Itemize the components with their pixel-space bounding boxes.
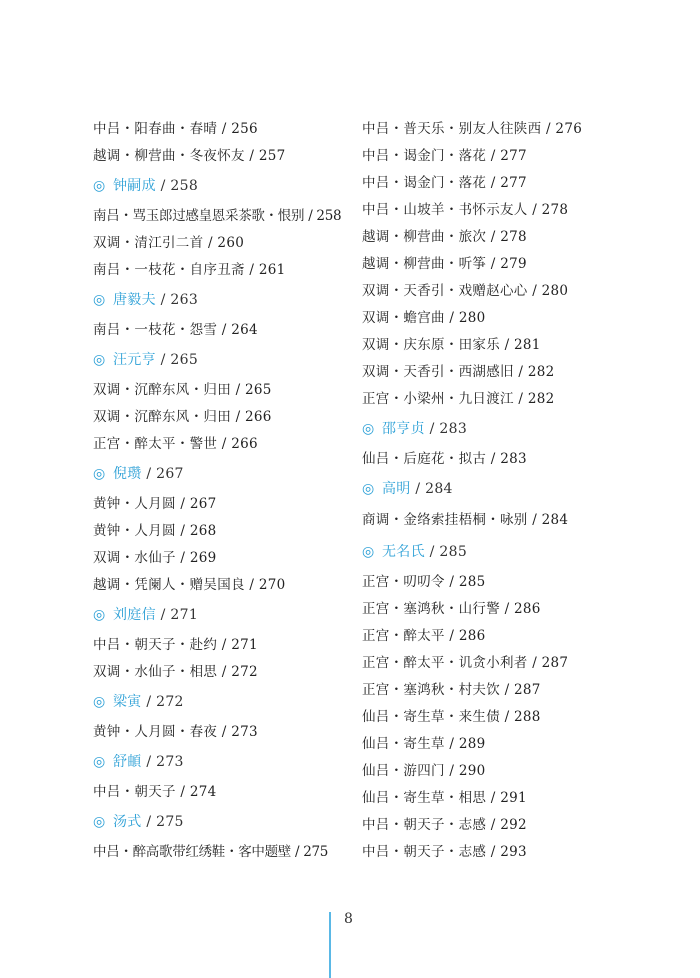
author-name: 无名氏 bbox=[382, 544, 425, 560]
author-page-ref: / 273 bbox=[141, 754, 184, 770]
bullet-circle-icon: ◎ bbox=[93, 694, 106, 710]
toc-author-heading bbox=[93, 606, 198, 624]
author-name: 梁寅 bbox=[113, 694, 142, 710]
toc-entry: 双调・天香引・戏赠赵心心 / 280 bbox=[362, 283, 569, 299]
toc-entry: 正宫・小梁州・九日渡江 / 282 bbox=[362, 391, 555, 407]
toc-entry: 双调・沉醉东风・归田 / 266 bbox=[93, 409, 272, 425]
toc-entry: 商调・金络索挂梧桐・咏别 / 284 bbox=[362, 512, 569, 528]
toc-author-heading bbox=[93, 177, 198, 195]
toc-author-heading bbox=[362, 480, 453, 498]
toc-entry: 正宫・醉太平・警世 / 266 bbox=[93, 436, 258, 452]
toc-entry: 越调・柳营曲・冬夜怀友 / 257 bbox=[93, 148, 286, 164]
author-name: 刘庭信 bbox=[113, 607, 156, 623]
toc-entry: 中吕・谒金门・落花 / 277 bbox=[362, 148, 527, 164]
toc-entry: 双调・水仙子・相思 / 272 bbox=[93, 664, 258, 680]
toc-entry: 双调・蟾宫曲 / 280 bbox=[362, 310, 486, 326]
toc-entry: 仙吕・后庭花・拟古 / 283 bbox=[362, 451, 527, 467]
toc-entry: 中吕・山坡羊・书怀示友人 / 278 bbox=[362, 202, 569, 218]
author-page-ref: / 271 bbox=[155, 607, 199, 623]
author-name: 倪瓒 bbox=[113, 466, 142, 482]
toc-entry: 中吕・普天乐・别友人往陕西 / 276 bbox=[362, 121, 583, 137]
author-page-ref: / 265 bbox=[155, 352, 199, 368]
bullet-circle-icon: ◎ bbox=[362, 421, 375, 437]
toc-entry: 双调・水仙子 / 269 bbox=[93, 550, 217, 566]
author-name: 钟嗣成 bbox=[113, 178, 156, 194]
toc-entry: 双调・庆东原・田家乐 / 281 bbox=[362, 337, 541, 353]
toc-author-heading bbox=[93, 465, 184, 483]
bullet-circle-icon: ◎ bbox=[93, 466, 106, 482]
toc-entry: 黄钟・人月圆 / 268 bbox=[93, 523, 217, 539]
toc-entry: 正宫・醉太平・讥贪小利者 / 287 bbox=[362, 655, 569, 671]
author-page-ref: / 263 bbox=[155, 292, 199, 308]
bullet-circle-icon: ◎ bbox=[93, 292, 106, 308]
toc-entry: 越调・柳营曲・旅次 / 278 bbox=[362, 229, 527, 245]
toc-entry: 中吕・醉高歌带红绣鞋・客中题壁 / 275 bbox=[93, 844, 329, 860]
toc-entry: 双调・清江引二首 / 260 bbox=[93, 235, 245, 251]
toc-author-heading bbox=[362, 543, 467, 561]
toc-entry: 正宫・塞鸿秋・山行警 / 286 bbox=[362, 601, 541, 617]
toc-author-heading bbox=[93, 291, 198, 309]
toc-entry: 仙吕・游四门 / 290 bbox=[362, 763, 486, 779]
author-page-ref: / 272 bbox=[141, 694, 184, 710]
author-name: 汤式 bbox=[113, 814, 142, 830]
author-page-ref: / 283 bbox=[424, 421, 468, 437]
toc-entry: 仙吕・寄生草 / 289 bbox=[362, 736, 486, 752]
author-name: 高明 bbox=[382, 481, 411, 497]
toc-entry: 越调・柳营曲・听筝 / 279 bbox=[362, 256, 527, 272]
author-name: 汪元亨 bbox=[113, 352, 156, 368]
toc-entry: 黄钟・人月圆 / 267 bbox=[93, 496, 217, 512]
author-name: 唐毅夫 bbox=[113, 292, 156, 308]
toc-entry: 中吕・朝天子・志感 / 293 bbox=[362, 844, 527, 860]
bullet-circle-icon: ◎ bbox=[93, 754, 106, 770]
toc-entry: 南吕・骂玉郎过感皇恩采茶歌・恨别 / 258 bbox=[93, 208, 342, 224]
toc-entry: 仙吕・寄生草・相思 / 291 bbox=[362, 790, 527, 806]
bullet-circle-icon: ◎ bbox=[93, 178, 106, 194]
bullet-circle-icon: ◎ bbox=[362, 481, 375, 497]
footer-rule bbox=[329, 912, 331, 978]
toc-entry: 南吕・一枝花・自序丑斋 / 261 bbox=[93, 262, 286, 278]
toc-entry: 双调・沉醉东风・归田 / 265 bbox=[93, 382, 272, 398]
toc-author-heading bbox=[93, 351, 198, 369]
bullet-circle-icon: ◎ bbox=[93, 814, 106, 830]
bullet-circle-icon: ◎ bbox=[93, 352, 106, 368]
toc-entry: 中吕・谒金门・落花 / 277 bbox=[362, 175, 527, 191]
toc-entry: 中吕・朝天子・赴约 / 271 bbox=[93, 637, 258, 653]
author-page-ref: / 267 bbox=[141, 466, 184, 482]
toc-author-heading bbox=[93, 813, 184, 831]
toc-entry: 中吕・朝天子・志感 / 292 bbox=[362, 817, 527, 833]
toc-author-heading bbox=[362, 420, 467, 438]
toc-entry: 中吕・朝天子 / 274 bbox=[93, 784, 217, 800]
toc-entry: 越调・凭阑人・赠吴国良 / 270 bbox=[93, 577, 286, 593]
toc-entry: 中吕・阳春曲・春晴 / 256 bbox=[93, 121, 258, 137]
author-page-ref: / 284 bbox=[410, 481, 453, 497]
author-name: 舒頔 bbox=[113, 754, 142, 770]
author-page-ref: / 258 bbox=[155, 178, 199, 194]
toc-author-heading bbox=[93, 693, 184, 711]
page-number: 8 bbox=[344, 911, 353, 927]
toc-entry: 黄钟・人月圆・春夜 / 273 bbox=[93, 724, 258, 740]
toc-entry: 正宫・塞鸿秋・村夫饮 / 287 bbox=[362, 682, 541, 698]
author-page-ref: / 285 bbox=[424, 544, 468, 560]
toc-author-heading bbox=[93, 753, 184, 771]
bullet-circle-icon: ◎ bbox=[93, 607, 106, 623]
author-page-ref: / 275 bbox=[141, 814, 184, 830]
bullet-circle-icon: ◎ bbox=[362, 544, 375, 560]
toc-entry: 双调・天香引・西湖感旧 / 282 bbox=[362, 364, 555, 380]
toc-entry: 正宫・叨叨令 / 285 bbox=[362, 574, 486, 590]
toc-entry: 南吕・一枝花・怨雪 / 264 bbox=[93, 322, 258, 338]
author-name: 邵亨贞 bbox=[382, 421, 425, 437]
toc-entry: 正宫・醉太平 / 286 bbox=[362, 628, 486, 644]
toc-entry: 仙吕・寄生草・来生债 / 288 bbox=[362, 709, 541, 725]
